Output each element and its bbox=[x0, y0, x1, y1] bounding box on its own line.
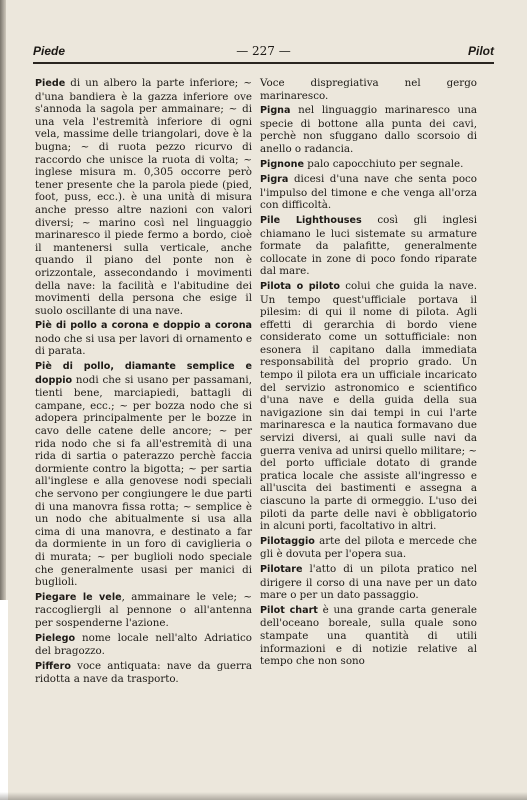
entry-pilota bbox=[260, 280, 477, 533]
entry-pigna bbox=[260, 104, 477, 155]
right-column bbox=[260, 77, 477, 670]
entry-pignone bbox=[260, 158, 477, 172]
entry-text: l'atto di un pilota pratico nel dirigere il corso di una nave per un dato mare o per un dato passaggio. bbox=[260, 562, 477, 602]
entry-headword: Pilot chart bbox=[260, 604, 318, 616]
entry-text: così gli inglesi chiamano le luci sistemate su armature formate da palafitte, generalmente collocate in zone di poco fondo riparate dal mare. bbox=[260, 213, 477, 278]
entry-headword: Piffero bbox=[35, 660, 71, 672]
page-number: — 227 — bbox=[236, 44, 291, 58]
entry-headword: Piè di pollo, diamante semplice e doppio bbox=[35, 361, 252, 386]
entry-headword: Pilotare bbox=[260, 563, 303, 575]
entry-text: Voce dispregiativa nel gergo marinaresco. bbox=[260, 77, 477, 102]
entry-text: dicesi d'una nave che senta poco l'impulso del timone e che venga all'orza con difficoltà. bbox=[260, 173, 477, 212]
entry-pigra bbox=[260, 173, 477, 212]
entry-text: palo capocchiuto per segnale. bbox=[303, 157, 464, 170]
left-column bbox=[35, 77, 252, 688]
entry-headword: Pilota o piloto bbox=[260, 280, 340, 292]
entry-headword: Pile Lighthouses bbox=[260, 214, 362, 226]
entry-piegare bbox=[35, 591, 252, 630]
entry-text: colui che guida la nave. Un tempo quest'ufficiale portava il pilesim: di qui il nome di pilota. Agli effetti di gerarchia di bordo viene considerato come un sottufficiale: non esonera il capitano dalla immediata responsabilità del proprio grado. Un tempo il pilota era un ufficiale incaricato del servizio astronomico e scientifico d'una nave e della guida della sua navigazione sin dai tempi in cui l'arte marinaresca e la nautica formavano due servizi diversi, ai quali sulle navi da guerra veniva ad unirsi quello militare; ~ del porto ufficiale dotato di grande pratica locale che assiste all'ingresso e all'uscita dei bastimenti e assegna a ciascuno la parte di ormeggio. L'uso dei piloti da parte delle navi è obbligatorio in alcuni porti, facoltativo in altri. bbox=[260, 279, 477, 533]
entry-text: nodo che si usa per lavori di ornamento e di parata. bbox=[35, 332, 252, 358]
scan-margin-white bbox=[0, 600, 8, 800]
entry-continuation bbox=[260, 77, 477, 102]
entry-text: è una grande carta generale dell'oceano boreale, sulla quale sono stampate una quantità di utili informazioni e di notizie relative al tempo che non sono bbox=[260, 603, 478, 668]
header-left-keyword: Piede bbox=[33, 44, 66, 58]
header-right-keyword: Pilot bbox=[468, 44, 494, 58]
entry-headword: Pielego bbox=[35, 632, 76, 644]
entry-headword: Piede bbox=[35, 78, 66, 89]
entry-headword: Piegare le vele bbox=[35, 591, 122, 603]
entry-pie-di-pollo-diamante bbox=[35, 360, 252, 589]
entry-text: arte del pilota e mercede che gli è dovuta per l'opera sua. bbox=[260, 534, 477, 561]
entry-text: voce antiquata: nave da guerra ridotta a nave da trasporto. bbox=[35, 659, 252, 686]
entry-text: nel linguaggio marinaresco una specie di bottone alla punta dei cavi, perchè non sfuggano dallo scorsoio di anello o radancia. bbox=[260, 104, 477, 155]
entry-pile-lighthouses bbox=[260, 214, 477, 278]
entry-headword: Piè di pollo a corona e doppio a corona bbox=[35, 320, 252, 332]
entry-headword: Pilotaggio bbox=[260, 535, 315, 547]
entry-text: nodi che si usano per passamani, tienti bene, marciapiedi, battagli di campane, ecc.; ~ per bozza nodo che si adopera principalmente per le bozze in cavo delle catene delle ancore; ~ per rida nodo che si fa all'estremità di una rida di sartia o paterazzo perchè faccia dormiente contro la bigotta; ~ per sartia all'inglese e alla genovese nodi speciali che servono per congiungere le due parti di una manovra fissa rotta; ~ semplice è un nodo che abitualmente si usa alla cima di una manovra, e destinato a far da dormiente in un foro di caviglieria o di murata; ~ per buglioli nodo speciale che generalmente usasi per manici di buglioli. bbox=[35, 373, 252, 589]
entry-piede bbox=[35, 77, 252, 317]
entry-headword: Pigra bbox=[260, 174, 289, 186]
entry-text: , ammainare le vele; ~ raccogliergli al pennone o all'antenna per sospenderne l'azione. bbox=[35, 590, 252, 629]
entry-text: nome locale nell'alto Adriatico del bragozzo. bbox=[35, 631, 252, 658]
entry-pilotaggio bbox=[260, 535, 477, 561]
entry-pilotare bbox=[260, 563, 477, 602]
entry-pie-di-pollo-corona bbox=[35, 319, 252, 358]
entry-headword: Pigna bbox=[260, 105, 291, 117]
entry-pilot-chart bbox=[260, 604, 477, 668]
page-bottom-shadow bbox=[0, 792, 527, 800]
entry-headword: Pignone bbox=[260, 158, 304, 170]
entry-pielego bbox=[35, 632, 252, 658]
entry-piffero bbox=[35, 660, 252, 686]
header-rule bbox=[33, 62, 494, 64]
entry-text: di un albero la parte inferiore; ~ d'una bandiera è la gazza inferiore ove s'annoda la sagola per ammainare; ~ di una vela l'estremità inferiore di ogni vela, massime delle triangolari, dove è la bugna; ~ di ruota pezzo ricurvo di raccordo che unisce la ruota di volta; ~ inglese misura m. 0,305 occorre però tener presente che la parola piede (pied, foot, puss, ecc.). è una unità di misura anche presso altre nazioni con valori diversi; ~ marino così nel linguaggio marinaresco il piede fermo a bordo, cioè il mantenersi sulla verticale, anche quando il piano del ponte non è orizzontale, assecondando i movimenti della nave: la facilità e l'abitudine dei movimenti della persona che esige il suolo oscillante di una nave. bbox=[35, 77, 252, 317]
